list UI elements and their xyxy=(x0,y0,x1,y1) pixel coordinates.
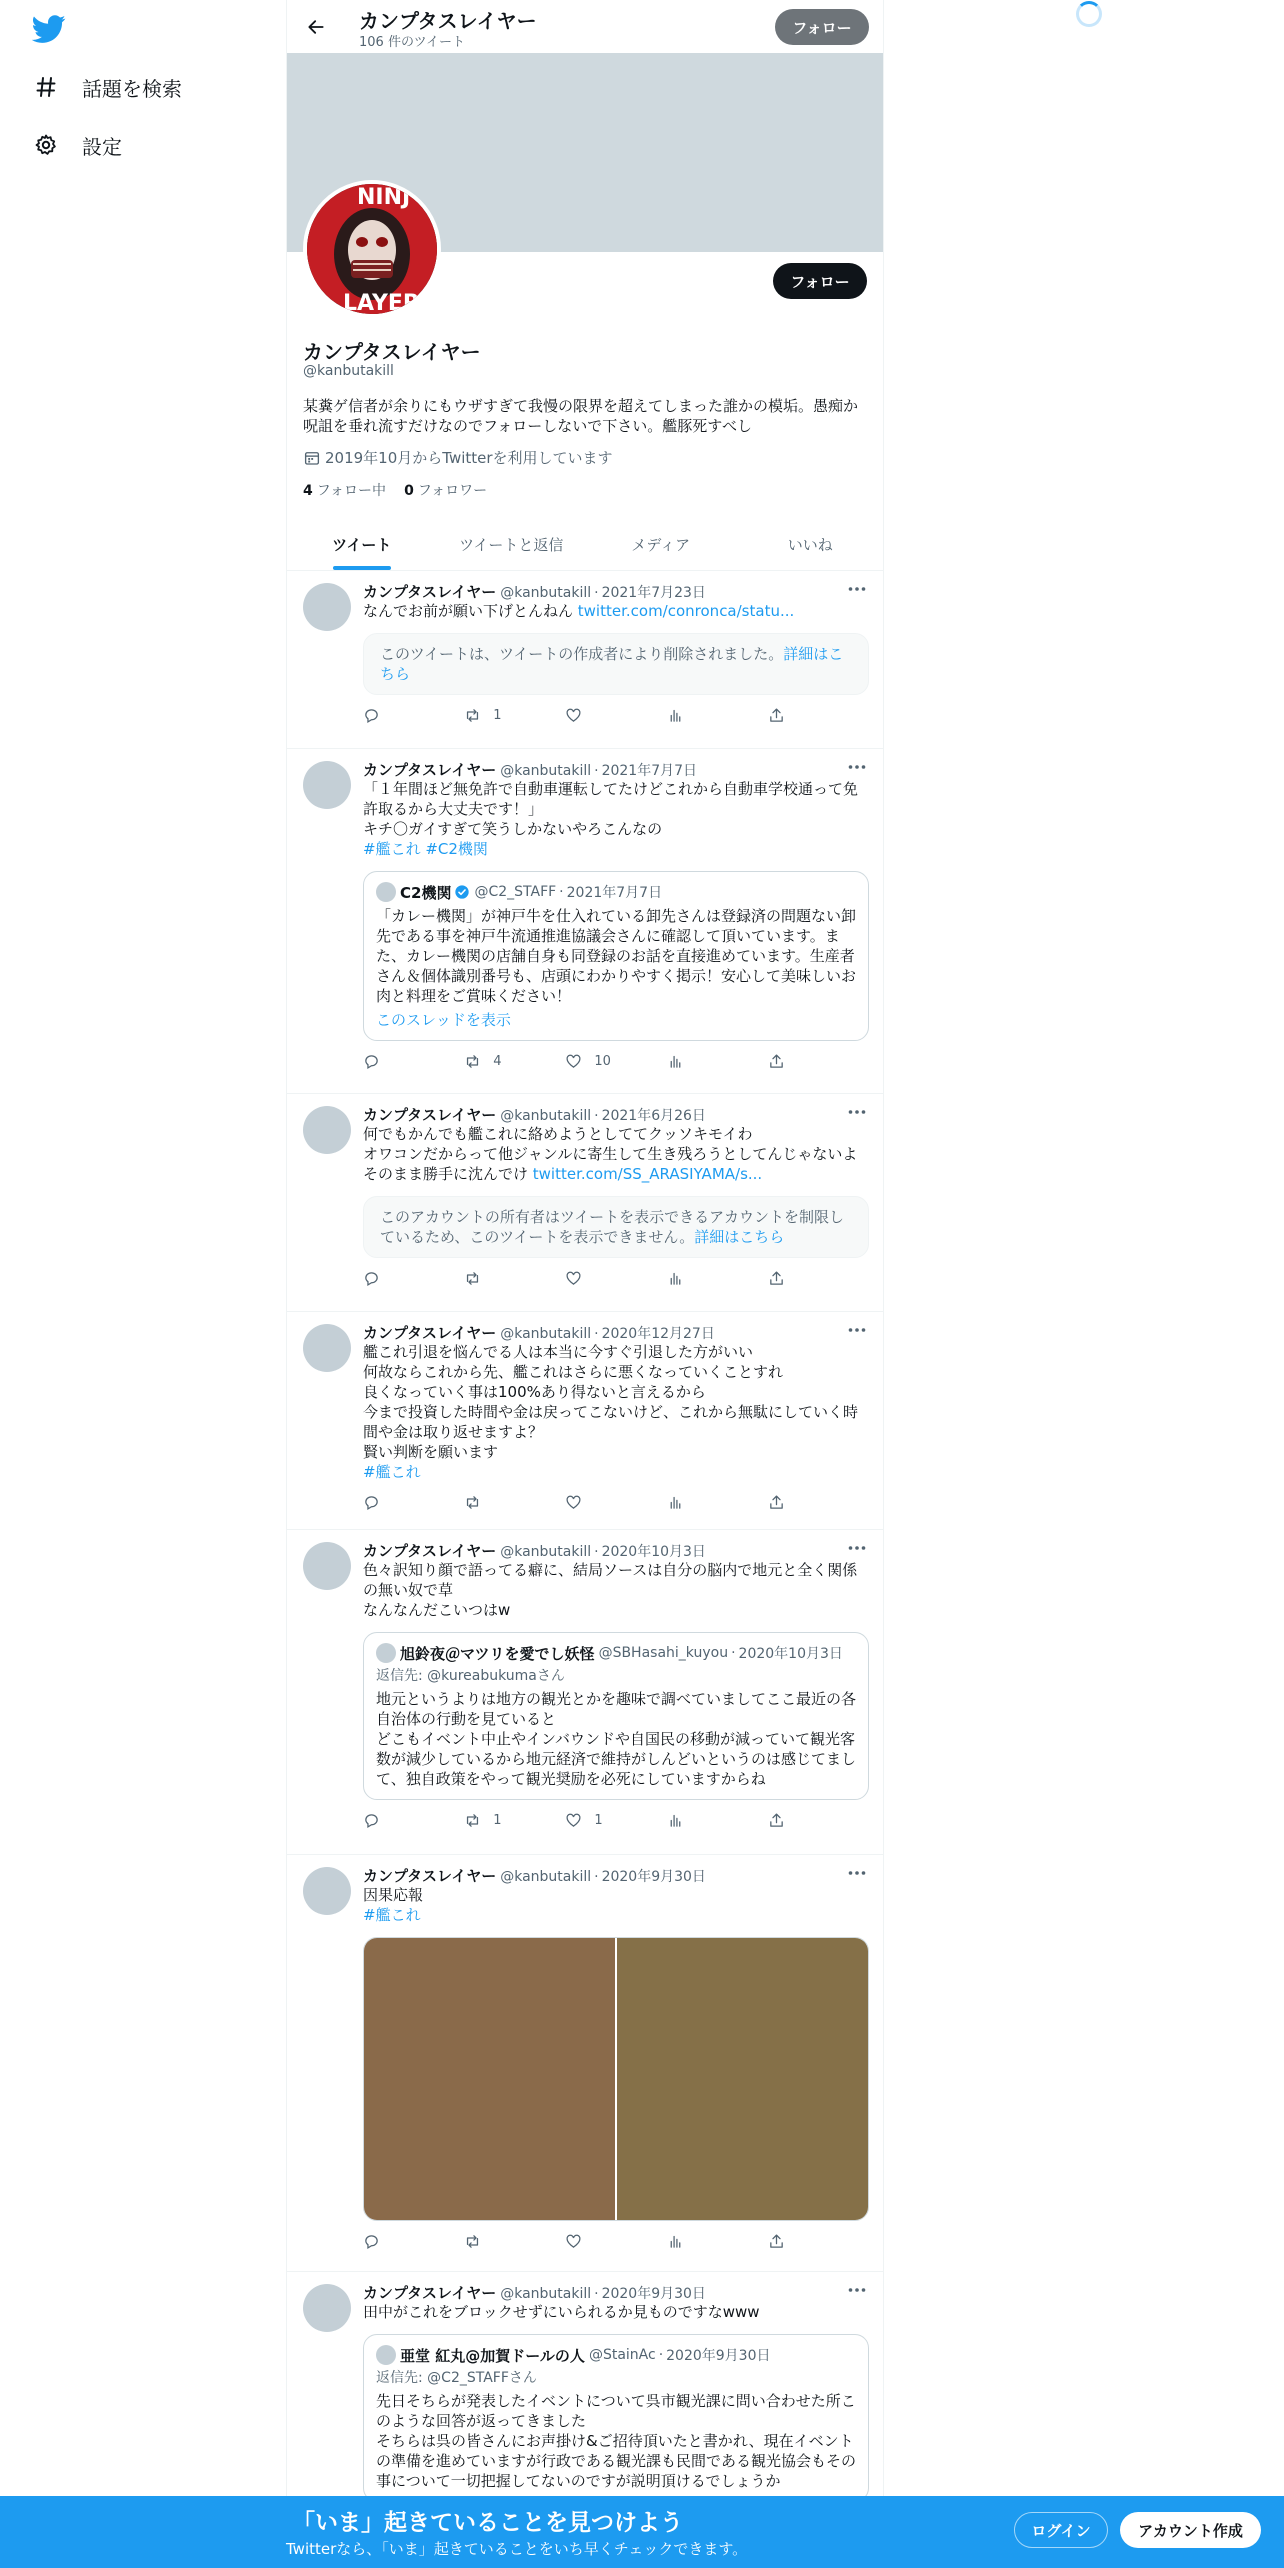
tweet-author-name[interactable]: カンプタスレイヤー xyxy=(363,2284,497,2302)
more-options-button[interactable] xyxy=(845,2280,869,2300)
ellipsis-icon xyxy=(848,1109,866,1115)
share-icon xyxy=(768,707,785,724)
analytics-button[interactable] xyxy=(667,2233,768,2250)
retweet-icon xyxy=(464,1812,481,1829)
tweet-avatar[interactable] xyxy=(303,761,351,809)
quoted-date: 2020年10月3日 xyxy=(738,1646,843,1662)
tweet-item[interactable]: カンプタスレイヤー @kanbutakill · 2021年7月7日 「１年間ほど無免許で自動車運転してたけどこれから自動車学校通って免許取るから大丈夫です！」 キチ〇ガイすぎて笑うしかないやろこんなの #艦これ #C2機関 C2機関 @C2_STAFF · 2021年7月7日 「カレー機関」が神戸牛を仕入れている卸先さんは登録済の問題ない卸先である事を神戸牛流通推進協議会さんに確認して頂いています。また、カレー機関の店舗自身も同登録のお話を直接進めています。生産者さん＆個体識別番号も、店頭にわかりやすく掲示！安心して美味しいお肉と料理をご賞味ください！ このスレッドを表示 4 10 xyxy=(287,749,884,1094)
followers-stat[interactable]: 0 フォロワー xyxy=(404,483,488,499)
reply-button[interactable] xyxy=(363,1053,464,1070)
quoted-date: 2021年7月7日 xyxy=(566,885,663,901)
profile-handle: @kanbutakill xyxy=(303,363,394,379)
reply-icon xyxy=(363,1270,380,1287)
share-button[interactable] xyxy=(768,1270,869,1287)
retweet-button[interactable] xyxy=(464,1494,565,1511)
analytics-icon xyxy=(667,1812,684,1829)
media-image-1[interactable] xyxy=(364,1938,615,2220)
quoted-author-name: 旭鈴夜＠マツリを愛でし妖怪 xyxy=(400,1644,595,1663)
profile-column xyxy=(286,0,884,2568)
quoted-tweet[interactable]: C2機関 @C2_STAFF · 2021年7月7日 「カレー機関」が神戸牛を仕入れている卸先さんは登録済の問題ない卸先である事を神戸牛流通推進協議会さんに確認して頂いています。また、カレー機関の店舗自身も同登録のお話を直接進めています。生産者さん＆個体識別番号も、店頭にわかりやすく掲示！安心して美味しいお肉と料理をご賞味ください！ このスレッドを表示 xyxy=(363,871,869,1041)
nav-settings-label: 設定 xyxy=(82,134,122,159)
analytics-icon xyxy=(667,1494,684,1511)
share-icon xyxy=(768,1812,785,1829)
show-thread-link[interactable]: このスレッドを表示 xyxy=(376,1011,511,1029)
ellipsis-icon xyxy=(848,764,866,770)
retweet-icon xyxy=(464,2233,481,2250)
tweet-link[interactable]: twitter.com/SS_ARASIYAMA/s... xyxy=(532,1165,763,1183)
more-options-button[interactable] xyxy=(845,1320,869,1340)
tweet-author-name[interactable]: カンプタスレイヤー xyxy=(363,583,497,601)
quoted-avatar xyxy=(376,882,396,902)
quoted-tweet[interactable]: 亜堂 紅丸@加賀ドールの人 @StainAc · 2020年9月30日 返信先: @C2_STAFFさん 先日そちらが発表したイベントについて呉市観光課に問い合わせた所このような回答が返ってきました そちらは呉の皆さんにお声掛け&ご招待頂いたと書かれ、現在イベントの準備を進めていますが行政である観光課も民間である観光協会もその事について一切把握してないのですが説明頂けるでしょうか xyxy=(363,2334,869,2502)
ellipsis-icon xyxy=(848,1545,866,1551)
tweet-hashtags[interactable]: #艦これ #C2機関 xyxy=(363,840,488,858)
ellipsis-icon xyxy=(848,2287,866,2293)
loading-spinner-icon xyxy=(1076,1,1102,27)
quoted-text: 先日そちらが発表したイベントについて呉市観光課に問い合わせた所このような回答が返ってきました そちらは呉の皆さんにお声掛け&ご招待頂いたと書かれ、現在イベントの準備を進めていますが行政である観光課も民間である観光協会もその事について一切把握してないのですが説明頂けるでしょうか xyxy=(376,2392,857,2490)
tweet-item[interactable]: カンプタスレイヤー @kanbutakill · 2021年7月23日 なんでお前が願い下げとんねん twitter.com/conronca/statu... このツイートは、ツイートの作成者により削除されました。詳細はこちら 1 xyxy=(287,571,884,749)
reply-icon xyxy=(363,2233,380,2250)
like-button[interactable] xyxy=(565,1270,666,1287)
tweet-item[interactable]: カンプタスレイヤー @kanbutakill · 2021年6月26日 何でもかんでも艦これに絡めようとしててクッソキモイわ オワコンだからって他ジャンルに寄生して生き残ろうとしてんじゃないよそのまま勝手に沈んでけ twitter.com/SS_ARASIYAMA/s... このアカウントの所有者はツイートを表示できるアカウントを制限しているため、このツイートを表示できません。詳細はこちら xyxy=(287,1094,884,1312)
tweet-hashtags[interactable]: #艦これ xyxy=(363,1906,421,1924)
gear-icon xyxy=(32,131,60,159)
tweet-avatar[interactable] xyxy=(303,1324,351,1372)
twitter-logo-icon[interactable] xyxy=(32,12,66,46)
share-icon xyxy=(768,1494,785,1511)
like-button[interactable] xyxy=(565,2233,666,2250)
tweet-text: 何でもかんでも艦これに絡めようとしててクッソキモイわ オワコンだからって他ジャンルに寄生して生き残ろうとしてんじゃないよそのまま勝手に沈んでけ xyxy=(363,1125,858,1183)
media-image-2[interactable] xyxy=(617,1938,868,2220)
tweet-avatar[interactable] xyxy=(303,1106,351,1154)
tweet-date[interactable]: 2020年9月30日 xyxy=(601,2286,706,2302)
profile-tabs xyxy=(287,518,884,571)
arrow-left-icon xyxy=(306,17,326,37)
retweet-icon xyxy=(464,1494,481,1511)
tweet-actions xyxy=(363,1268,869,1288)
tweet-item[interactable]: カンプタスレイヤー @kanbutakill · 2020年9月30日 田中がこれをブロックせずにいられるか見ものですなwww 亜堂 紅丸@加賀ドールの人 @StainAc · 2020年9月30日 返信先: @C2_STAFFさん 先日そちらが発表したイベントについて呉市観光課に問い合わせた所このような回答が返ってきました そちらは呉の皆さんにお声掛け&ご招待頂いたと書かれ、現在イベントの準備を進めていますが行政である観光課も民間である観光協会もその事について一切把握してないのですが説明頂けるでしょうか xyxy=(287,2272,884,2568)
svg-text:NINJ: NINJ xyxy=(357,185,411,210)
retweet-button[interactable]: 1 xyxy=(464,1812,565,1829)
heart-icon xyxy=(565,1494,582,1511)
analytics-icon xyxy=(667,2233,684,2250)
nav-settings[interactable] xyxy=(32,125,122,165)
more-options-button[interactable] xyxy=(845,579,869,599)
reply-icon xyxy=(363,1494,380,1511)
reply-button[interactable] xyxy=(363,1494,464,1511)
analytics-button[interactable] xyxy=(667,707,768,724)
profile-stats xyxy=(303,480,505,500)
tweet-link[interactable]: twitter.com/conronca/statu... xyxy=(577,602,795,620)
retweet-icon xyxy=(464,1270,481,1287)
header-tweet-count: 106 件のツイート xyxy=(359,35,466,50)
tweet-hashtags[interactable]: #艦これ xyxy=(363,1463,421,1481)
quoted-reply-to: 返信先: @C2_STAFFさん xyxy=(376,2370,537,2386)
left-nav xyxy=(0,0,286,2568)
profile-avatar[interactable] xyxy=(303,180,441,318)
profile-header-bar xyxy=(287,0,884,53)
back-button[interactable] xyxy=(299,10,333,44)
tweet-text: 田中がこれをブロックせずにいられるか見ものですなwww xyxy=(363,2303,760,2321)
quoted-author-name: C2機関 xyxy=(400,883,452,902)
like-button[interactable] xyxy=(565,707,666,724)
heart-icon xyxy=(565,2233,582,2250)
quoted-avatar xyxy=(376,2345,396,2365)
retweet-button[interactable]: 1 xyxy=(464,707,565,724)
tweet-author-handle[interactable]: @kanbutakill xyxy=(500,2286,592,2302)
share-button[interactable] xyxy=(768,2233,869,2250)
quoted-reply-to: 返信先: @kureabukumaさん xyxy=(376,1668,565,1684)
analytics-button[interactable] xyxy=(667,1053,768,1070)
reply-button[interactable] xyxy=(363,2233,464,2250)
header-follow-button[interactable]: フォロー xyxy=(775,9,869,45)
tweet-author-name[interactable]: カンプタスレイヤー xyxy=(363,761,497,779)
retweet-icon xyxy=(464,1053,481,1070)
profile-bio: 某糞ゲ信者が余りにもウザすぎて我慢の限界を超えてしまった誰かの模垢。愚痴か呪詛を垂れ流すだけなのでフォローしないで下さい。艦豚死すべし xyxy=(303,397,859,435)
tweet-actions xyxy=(363,1492,869,1512)
reply-icon xyxy=(363,1812,380,1829)
tweet-date[interactable]: 2021年7月23日 xyxy=(601,585,706,601)
unavailable-tweet-notice: このアカウントの所有者はツイートを表示できるアカウントを制限しているため、このツイートを表示できません。詳細はこちら xyxy=(363,1196,869,1258)
analytics-button[interactable] xyxy=(667,1812,768,1829)
tweet-date[interactable]: 2021年6月26日 xyxy=(601,1108,706,1124)
more-options-button[interactable] xyxy=(845,1102,869,1122)
reply-button[interactable] xyxy=(363,707,464,724)
tweet-author-handle[interactable]: @kanbutakill xyxy=(500,585,592,601)
tab-tweets-and-replies[interactable]: ツイートと返信 xyxy=(459,535,564,554)
quoted-text: 「カレー機関」が神戸牛を仕入れている卸先さんは登録済の問題ない卸先である事を神戸牛流通推進協議会さんに確認して頂いています。また、カレー機関の店舗自身も同登録のお話を直接進めています。生産者さん＆個体識別番号も、店頭にわかりやすく掲示！安心して美味しいお肉と料理をご賞味ください！ xyxy=(376,907,857,1005)
following-stat[interactable]: 4 フォロー中 xyxy=(303,483,387,499)
tab-tweets[interactable]: ツイート xyxy=(287,518,437,570)
ellipsis-icon xyxy=(848,1870,866,1876)
learn-more-link[interactable]: 詳細はこちら xyxy=(694,1228,785,1246)
quoted-author-name: 亜堂 紅丸@加賀ドールの人 xyxy=(400,2346,585,2365)
tweet-actions xyxy=(363,2231,869,2251)
profile-joined-text: 2019年10月からTwitterを利用しています xyxy=(325,449,613,467)
profile-name: カンプタスレイヤー xyxy=(303,340,481,364)
svg-text:LAYER: LAYER xyxy=(343,291,420,314)
tweet-avatar[interactable] xyxy=(303,583,351,631)
retweet-button[interactable]: 4 xyxy=(464,1053,565,1070)
tweet-item[interactable]: カンプタスレイヤー @kanbutakill · 2020年12月27日 艦これ引退を悩んでる人は本当に今すぐ引退した方がいい 何故ならこれから先、艦これはさらに悪くなっていくことすれ 良くなっていく事は100%あり得ないと言えるから 今まで投資した時間や金は戻ってこないけど、これから無駄にしていく時間や金は取り返せますよ？ 賢い判断を願います #艦これ xyxy=(287,1312,884,1530)
hashtag-icon xyxy=(32,73,60,101)
nav-explore[interactable] xyxy=(32,67,182,107)
retweet-icon xyxy=(464,707,481,724)
tweet-date[interactable]: 2020年10月3日 xyxy=(601,1544,706,1560)
tweet-item[interactable]: カンプタスレイヤー @kanbutakill · 2020年9月30日 因果応報 #艦これ xyxy=(287,1855,884,2272)
retweet-button[interactable] xyxy=(464,1270,565,1287)
tweet-actions xyxy=(363,1810,869,1830)
login-button[interactable]: ログイン xyxy=(1014,2512,1108,2548)
header-title: カンプタスレイヤー xyxy=(359,9,537,33)
heart-icon xyxy=(565,1270,582,1287)
tweet-date[interactable]: 2020年9月30日 xyxy=(601,1869,706,1885)
tweet-text: 艦これ引退を悩んでる人は本当に今すぐ引退した方がいい 何故ならこれから先、艦これはさらに悪くなっていくことすれ 良くなっていく事は100%あり得ないと言えるから 今まで投資した時間や金は戻ってこないけど、これから無駄にしていく時間や金は取り返せますよ？ 賢い判断を願います xyxy=(363,1343,859,1461)
reply-button[interactable] xyxy=(363,1812,464,1829)
tweet-actions xyxy=(363,1051,869,1071)
tweet-text: 色々訳知り顔で語ってる癖に、結局ソースは自分の脳内で地元と全く関係の無い奴で草 なんなんだこいつはw xyxy=(363,1561,858,1619)
tweet-author-name[interactable]: カンプタスレイヤー xyxy=(363,1867,497,1885)
tweet-author-handle[interactable]: @kanbutakill xyxy=(500,1108,592,1124)
tweet-actions xyxy=(363,705,869,725)
analytics-icon xyxy=(667,1053,684,1070)
more-options-button[interactable] xyxy=(845,1863,869,1883)
learn-more-link[interactable]: 詳細はこちら xyxy=(380,645,844,683)
tweet-date[interactable]: 2021年7月7日 xyxy=(601,763,698,779)
signup-banner-subtitle: Twitterなら、「いま」起きていることをいち早くチェックできます。 xyxy=(286,2540,748,2558)
tweet-avatar[interactable] xyxy=(303,1867,351,1915)
reply-icon xyxy=(363,1053,380,1070)
ellipsis-icon xyxy=(848,586,866,592)
signup-banner xyxy=(0,2496,1284,2568)
tweet-avatar[interactable] xyxy=(303,2284,351,2332)
tweet-author-handle[interactable]: @kanbutakill xyxy=(500,1869,592,1885)
unavailable-tweet-notice: このツイートは、ツイートの作成者により削除されました。詳細はこちら xyxy=(363,633,869,695)
quoted-author-handle: @SBHasahi_kuyou xyxy=(598,1645,729,1661)
analytics-button[interactable] xyxy=(667,1494,768,1511)
quoted-author-handle: @StainAc xyxy=(588,2347,656,2363)
tab-likes[interactable]: いいね xyxy=(787,535,833,554)
calendar-icon xyxy=(303,449,321,467)
share-icon xyxy=(768,1270,785,1287)
ninja-avatar-icon xyxy=(307,184,437,314)
nav-explore-label: 話題を検索 xyxy=(82,76,182,101)
share-icon xyxy=(768,2233,785,2250)
like-button[interactable] xyxy=(565,1494,666,1511)
reply-icon xyxy=(363,707,380,724)
quoted-author-handle: @C2_STAFF xyxy=(474,884,557,900)
quoted-tweet[interactable]: 旭鈴夜＠マツリを愛でし妖怪 @SBHasahi_kuyou · 2020年10月3日 返信先: @kureabukumaさん 地元というよりは地方の観光とかを趣味で調べていましてここ最近の各自治体の行動を見ていると どこもイベント中止やインバウンドや自国民の移動が減っていて観光客数が減少しているから地元経済で維持がしんどいというのは感じてまして、独自政策をやって観光奨励を必死にしていますからね xyxy=(363,1632,869,1800)
tweet-author-name[interactable]: カンプタスレイヤー xyxy=(363,1106,497,1124)
heart-icon xyxy=(565,1053,582,1070)
share-icon xyxy=(768,1053,785,1070)
tweet-author-handle[interactable]: @kanbutakill xyxy=(500,1326,592,1342)
share-button[interactable] xyxy=(768,707,869,724)
signup-button[interactable]: アカウント作成 xyxy=(1120,2512,1261,2548)
tweet-date[interactable]: 2020年12月27日 xyxy=(601,1326,715,1342)
analytics-icon xyxy=(667,707,684,724)
tweet-author-name[interactable]: カンプタスレイヤー xyxy=(363,1324,497,1342)
more-options-button[interactable] xyxy=(845,1538,869,1558)
reply-button[interactable] xyxy=(363,1270,464,1287)
retweet-button[interactable] xyxy=(464,2233,565,2250)
tweet-text: なんでお前が願い下げとんねん xyxy=(363,602,578,620)
like-button[interactable]: 1 xyxy=(565,1812,666,1829)
profile-follow-button[interactable]: フォロー xyxy=(773,263,867,299)
tweet-media[interactable] xyxy=(363,1937,869,2221)
signup-banner-title: 「いま」起きていることを見つけよう xyxy=(292,2510,683,2536)
heart-icon xyxy=(565,707,582,724)
analytics-icon xyxy=(667,1270,684,1287)
share-button[interactable] xyxy=(768,1053,869,1070)
quoted-avatar xyxy=(376,1643,396,1663)
verified-badge-icon xyxy=(454,884,470,900)
tweet-author-name[interactable]: カンプタスレイヤー xyxy=(363,1542,497,1560)
share-button[interactable] xyxy=(768,1494,869,1511)
more-options-button[interactable] xyxy=(845,757,869,777)
ellipsis-icon xyxy=(848,1327,866,1333)
share-button[interactable] xyxy=(768,1812,869,1829)
quoted-text: 地元というよりは地方の観光とかを趣味で調べていましてここ最近の各自治体の行動を見ていると どこもイベント中止やインバウンドや自国民の移動が減っていて観光客数が減少しているから地元経済で維持がしんどいというのは感じてまして、独自政策をやって観光奨励を必死にしていますからね xyxy=(376,1690,857,1788)
analytics-button[interactable] xyxy=(667,1270,768,1287)
heart-icon xyxy=(565,1812,582,1829)
tab-media[interactable]: メディア xyxy=(631,535,691,554)
tweet-text: 「１年間ほど無免許で自動車運転してたけどこれから自動車学校通って免許取るから大丈夫です！」 キチ〇ガイすぎて笑うしかないやろこんなの xyxy=(363,780,859,838)
tweet-item[interactable]: カンプタスレイヤー @kanbutakill · 2020年10月3日 色々訳知り顔で語ってる癖に、結局ソースは自分の脳内で地元と全く関係の無い奴で草 なんなんだこいつはw 旭鈴夜＠マツリを愛でし妖怪 @SBHasahi_kuyou · 2020年10月3日 返信先: @kureabukumaさん 地元というよりは地方の観光とかを趣味で調べていましてここ最近の各自治体の行動を見ていると どこもイベント中止やインバウンドや自国民の移動が減っていて観光客数が減少しているから地元経済で維持がしんどいというのは感じてまして、独自政策をやって観光奨励を必死にしていますからね 1 1 xyxy=(287,1530,884,1855)
tweet-author-handle[interactable]: @kanbutakill xyxy=(500,1544,592,1560)
like-button[interactable]: 10 xyxy=(565,1053,666,1070)
tweet-avatar[interactable] xyxy=(303,1542,351,1590)
tweet-author-handle[interactable]: @kanbutakill xyxy=(500,763,592,779)
quoted-date: 2020年9月30日 xyxy=(666,2348,771,2364)
profile-joined xyxy=(303,447,613,468)
tweet-text: 因果応報 xyxy=(363,1886,424,1904)
